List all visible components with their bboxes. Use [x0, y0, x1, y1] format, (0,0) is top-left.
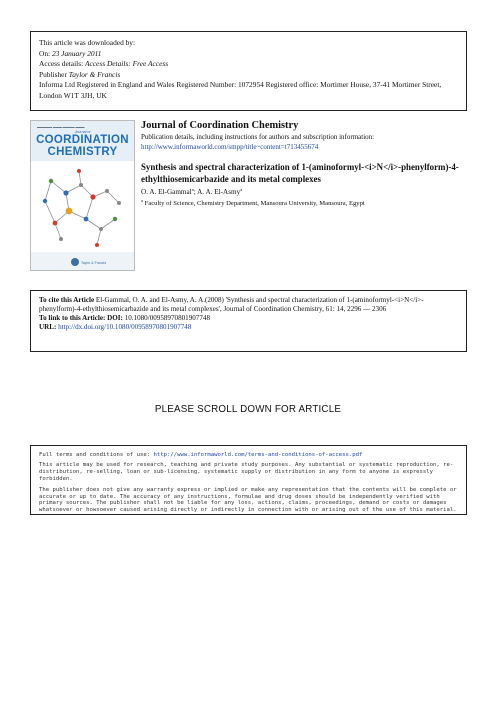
cover-issue-strip: ▬▬▬▬▬ ▬▬▬ ▬▬▬▬ ▬▬▬ [37, 125, 85, 129]
cover-title-line1: COORDINATION [36, 134, 129, 146]
link-label: To link to this Article: DOI: [39, 314, 123, 322]
journal-name: Journal of Coordination Chemistry [141, 120, 299, 131]
terms-url-paragraph [39, 452, 458, 459]
author-1-affiliation-mark: a [191, 187, 194, 193]
molecule-illustration [31, 161, 135, 253]
citation-box [30, 290, 467, 352]
terms-disclaimer-paragraph: The publisher does not give any warranty express or implied or make any representation that the contents will be complete or accurate or up to date. The accuracy of any instructions, formulae and drug doses should be independently verified with primary sources. The publisher shall not be liable for any loss, actions, claims, proceedings, demand or costs or damages whatsoever or howsoever caused arising directly or indirectly in connection with or arising out of the use of this material. [39, 486, 457, 514]
url-label: URL: [39, 323, 57, 331]
publisher-name: Taylor & Francis [68, 69, 121, 79]
terms-url-link[interactable]: http://www.informaworld.com/terms-and-conditions-of-access.pdf [153, 452, 363, 458]
terms-usage-paragraph: This article may be used for research, teaching and private study purposes. Any substantial or systematic reproduction, re-distribution, re-selling, loan or sub-licensing, systematic supply or distribution in any form to anyone is expressly forbidden. [39, 462, 454, 483]
publisher-label: Publisher [39, 69, 69, 79]
author-2-affiliation-mark: a [240, 187, 243, 193]
doi-line [39, 314, 458, 323]
cite-text: El-Gammal, O. A. and El-Asmy, A. A.(2008) 'Synthesis and spectral characterization of 1-(aminoformyl-<i>N</i>-phenylform)-4-ethylthiosemicarbazide and its metal complexes', Journal of Coordination Chemistry, 61: 14, 2296 — 2306 [39, 296, 424, 313]
article-title: Synthesis and spectral characterization of 1-(aminoformyl-<i>N</i>-phenylform)-4-ethylthiosemicarbazide and its metal complexes [141, 162, 459, 184]
publication-details: Publication details, including instructions for authors and subscription information: [141, 133, 375, 141]
doi-value: 10.1080/00958970801907748 [122, 314, 210, 322]
download-line-3 [39, 59, 458, 70]
cover-footer [31, 252, 134, 270]
authors [141, 185, 471, 197]
download-date: 23 January 2011 [51, 48, 102, 58]
access-details: Access Details: Free Access [84, 59, 169, 69]
journal-url-link[interactable]: http://www.informaworld.com/smpp/title~content=t713455674 [141, 142, 319, 151]
doi-url-link[interactable]: http://dx.doi.org/10.1080/00958970801907748 [56, 323, 192, 331]
affiliation-mark: a [141, 198, 143, 204]
url-line [39, 323, 458, 332]
date-label: On: [39, 48, 52, 58]
article-info [141, 120, 471, 209]
journal-header [30, 120, 470, 280]
access-label: Access details: [39, 59, 85, 69]
cover-title-line2: CHEMISTRY [47, 146, 118, 158]
author-1: O. A. El-Gammal [141, 188, 192, 197]
cover-journal-small: Journal of [74, 130, 91, 134]
affiliation [141, 197, 471, 209]
registration-info: Informa Ltd Registered in England and Wales Registered Number: 1072954 Registered office: Mortimer House, 37-41 Mortimer Street, London W1T 3JH, UK [39, 80, 442, 100]
cite-paragraph [39, 296, 458, 314]
download-line-2 [39, 49, 458, 60]
cover-publisher-mark: Taylor & Francis [81, 261, 107, 265]
cite-label: To cite this Article [39, 296, 95, 304]
affiliation-text: Faculty of Science, Chemistry Department, Mansoura University, Mansoura, Egypt [143, 200, 365, 208]
download-line-4 [39, 70, 458, 81]
journal-cover-image [30, 120, 135, 271]
download-notice-box [30, 31, 467, 111]
download-line-1: This article was downloaded by: [39, 38, 136, 47]
author-2: ; A. A. El-Asmy [193, 188, 241, 197]
taylor-francis-logo-icon [71, 258, 79, 266]
scroll-down-notice: PLEASE SCROLL DOWN FOR ARTICLE [154, 404, 342, 415]
terms-box [30, 445, 467, 515]
terms-prefix: Full terms and conditions of use: [39, 452, 154, 458]
